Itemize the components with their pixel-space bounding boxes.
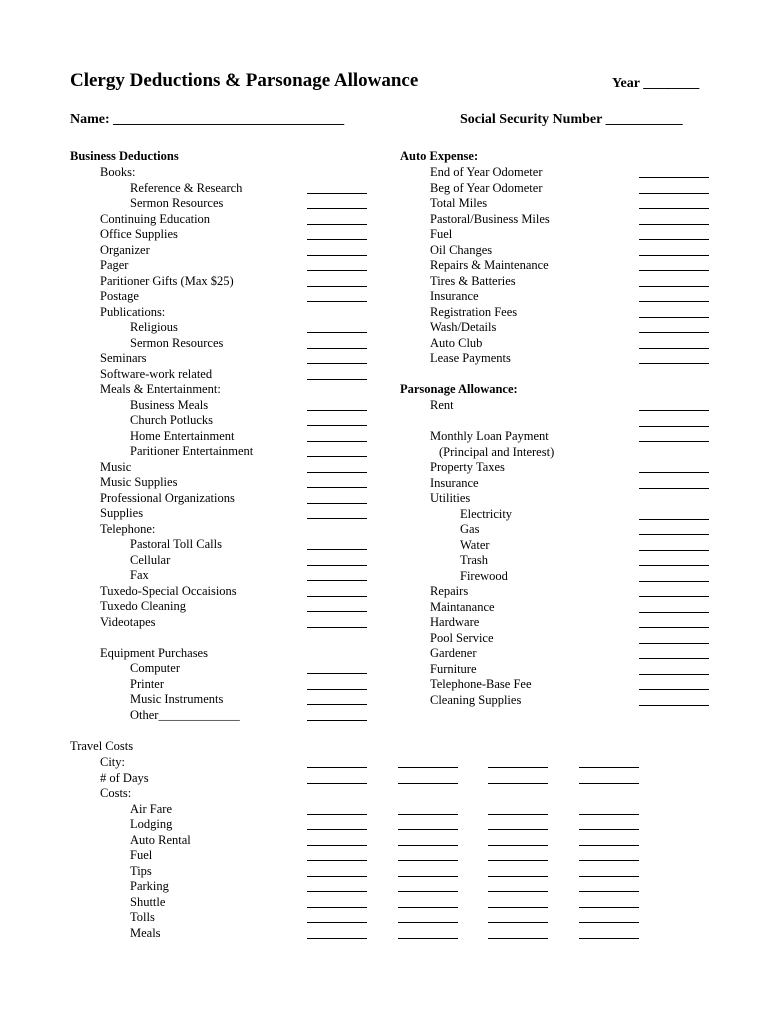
business-item-pager: Pager [100,258,129,272]
auto-item-fuel: Fuel [430,227,453,241]
year-field[interactable] [612,76,699,92]
travel-amount-blank[interactable] [398,845,458,846]
travel-amount-blank[interactable] [488,860,548,861]
auto-amount-blank[interactable] [639,177,709,178]
business-amount-blank[interactable] [307,565,367,566]
parsonage-amount-blank[interactable] [639,534,709,535]
business-item-videotapes: Videotapes [100,614,156,629]
travel-item-fuel: Fuel [130,848,153,862]
auto-item-beg-of-year-odometer: Beg of Year Odometer [430,180,543,195]
business-item-reference-research: Reference & Research [130,180,243,195]
travel-amount-blank[interactable] [398,860,458,861]
parsonage-amount-blank[interactable] [639,674,709,675]
business-item-paritioner-entertainment: Paritioner Entertainment [130,444,254,458]
travel-amount-blank[interactable] [398,829,458,830]
travel-amount-blank[interactable] [579,938,639,939]
travel-item-auto-rental: Auto Rental [130,832,191,847]
auto-amount-blank[interactable] [639,301,709,302]
auto-item-registration-fees: Registration Fees [430,304,518,319]
parsonage-item-firewood: Firewood [460,568,508,583]
business-item-religious: Religious [130,320,178,334]
parsonage-amount-blank[interactable] [639,519,709,520]
business-item-publications: Publications: [100,304,166,319]
parsonage-amount-blank[interactable] [639,627,709,628]
travel-amount-blank[interactable] [488,829,548,830]
travel-amount-blank[interactable] [307,814,367,815]
parsonage-amount-blank[interactable] [639,441,709,442]
business-item-seminars: Seminars [100,351,147,365]
parsonage-amount-blank[interactable] [639,658,709,659]
business-amount-blank[interactable] [307,363,367,364]
auto-item-wash-details: Wash/Details [430,320,497,334]
business-amount-blank[interactable] [307,224,367,225]
business-item-supplies: Supplies [100,506,144,520]
parsonage-allowance-heading: Parsonage Allowance: [400,382,518,396]
travel-amount-blank[interactable] [579,876,639,877]
parsonage-item-property-taxes: Property Taxes [430,460,505,474]
business-item-music-instruments: Music Instruments [130,692,224,706]
auto-amount-blank[interactable] [639,224,709,225]
auto-item-tires-batteries: Tires & Batteries [430,273,516,288]
parsonage-item-utilities: Utilities [430,491,471,505]
parsonage-amount-blank[interactable] [639,705,709,706]
ssn-field[interactable] [460,112,683,128]
travel-item-tolls: Tolls [130,910,155,924]
business-amount-blank[interactable] [307,208,367,209]
parsonage-amount-blank[interactable] [639,488,709,489]
parsonage-item-hardware: Hardware [430,615,480,629]
parsonage-amount-blank[interactable] [639,596,709,597]
travel-amount-blank[interactable] [488,845,548,846]
business-item-music: Music [100,459,132,474]
business-deductions-heading: Business Deductions [70,149,179,163]
travel-amount-blank[interactable] [307,922,367,923]
travel-item-meals: Meals [130,925,161,940]
travel-amount-blank[interactable] [398,876,458,877]
parsonage-item-repairs: Repairs [430,584,469,598]
parsonage-item-water: Water [460,537,490,552]
business-amount-blank[interactable] [307,704,367,705]
business-item-printer: Printer [130,676,165,691]
parsonage-item-telephone-base-fee: Telephone-Base Fee [430,677,532,691]
travel-item-shuttle: Shuttle [130,894,166,909]
auto-item-end-of-year-odometer: End of Year Odometer [430,165,543,179]
auto-item-auto-club: Auto Club [430,335,483,350]
travel-amount-blank[interactable] [398,907,458,908]
auto-amount-blank[interactable] [639,255,709,256]
parsonage-item-maintanance: Maintanance [430,599,495,614]
travel-amount-blank[interactable] [307,907,367,908]
travel-amount-blank[interactable] [307,767,367,768]
travel-amount-blank[interactable] [488,938,548,939]
auto-amount-blank[interactable] [639,286,709,287]
auto-amount-blank[interactable] [639,270,709,271]
travel-amount-blank[interactable] [579,767,639,768]
business-item-pastoral-toll-calls: Pastoral Toll Calls [130,537,222,551]
travel-amount-blank[interactable] [488,922,548,923]
travel-costs-heading: Travel Costs [70,739,134,753]
auto-amount-blank[interactable] [639,239,709,240]
business-amount-blank[interactable] [307,425,367,426]
business-item-other: Other_____________ [130,707,240,722]
travel-amount-blank[interactable] [579,783,639,784]
business-amount-blank[interactable] [307,410,367,411]
travel-amount-blank[interactable] [488,767,548,768]
ssn-blank[interactable]: ___________ [605,112,683,127]
business-amount-blank[interactable] [307,456,367,457]
business-amount-blank[interactable] [307,580,367,581]
parsonage-item-furniture: Furniture [430,661,477,676]
travel-item-costs: Costs: [100,786,132,800]
business-amount-blank[interactable] [307,472,367,473]
parsonage-item-gas: Gas [460,522,480,536]
business-amount-blank[interactable] [307,270,367,271]
business-amount-blank[interactable] [307,487,367,488]
business-amount-blank[interactable] [307,379,367,380]
business-amount-blank[interactable] [307,720,367,721]
business-item-sermon-resources: Sermon Resources [130,335,224,350]
travel-item-air-fare: Air Fare [130,801,172,816]
auto-item-total-miles: Total Miles [430,196,488,210]
parsonage-item-rent: Rent [430,398,454,412]
travel-amount-blank[interactable] [398,814,458,815]
travel-item-parking: Parking [130,879,169,893]
travel-amount-blank[interactable] [488,876,548,877]
travel-amount-blank[interactable] [307,891,367,892]
business-item-tuxedo-special-occaisions: Tuxedo-Special Occaisions [100,583,237,598]
year-blank[interactable]: ________ [643,76,700,91]
auto-amount-blank[interactable] [639,348,709,349]
travel-item-lodging: Lodging [130,817,173,831]
auto-item-pastoral-business-miles: Pastoral/Business Miles [430,211,550,226]
business-item-office-supplies: Office Supplies [100,227,178,241]
business-item-telephone: Telephone: [100,521,156,536]
ssn-label: Social Security Number [460,112,603,127]
business-item-organizer: Organizer [100,242,150,257]
auto-amount-blank[interactable] [639,332,709,333]
travel-amount-blank[interactable] [307,876,367,877]
auto-amount-blank[interactable] [639,317,709,318]
name-blank[interactable]: _________________________________ [113,112,345,127]
business-amount-blank[interactable] [307,348,367,349]
name-field[interactable] [70,112,344,128]
business-item-business-meals: Business Meals [130,397,209,412]
parsonage-amount-blank[interactable] [639,565,709,566]
travel-amount-blank[interactable] [579,860,639,861]
business-item-meals-entertainment: Meals & Entertainment: [100,382,221,396]
travel-amount-blank[interactable] [579,891,639,892]
business-item-fax: Fax [130,568,149,582]
business-item-equipment-purchases: Equipment Purchases [100,645,208,660]
auto-amount-blank[interactable] [639,193,709,194]
travel-amount-blank[interactable] [579,922,639,923]
parsonage-item-insurance: Insurance [430,475,479,490]
business-item-music-supplies: Music Supplies [100,475,178,489]
business-amount-blank[interactable] [307,549,367,550]
travel-item-of-days: # of Days [100,770,149,785]
travel-amount-blank[interactable] [307,845,367,846]
auto-expense-heading: Auto Expense: [400,149,479,163]
travel-amount-blank[interactable] [307,938,367,939]
auto-item-insurance: Insurance [430,289,479,303]
travel-amount-blank[interactable] [488,783,548,784]
travel-amount-blank[interactable] [488,907,548,908]
business-amount-blank[interactable] [307,627,367,628]
parsonage-amount-blank[interactable] [639,612,709,613]
business-amount-blank[interactable] [307,239,367,240]
business-amount-blank[interactable] [307,441,367,442]
business-amount-blank[interactable] [307,193,367,194]
parsonage-item-pool-service: Pool Service [430,630,494,645]
business-item-sermon-resources: Sermon Resources [130,196,224,210]
business-item-professional-organizations: Professional Organizations [100,490,235,505]
business-item-postage: Postage [100,289,139,303]
parsonage-amount-blank[interactable] [639,426,709,427]
parsonage-amount-blank[interactable] [639,472,709,473]
business-item-software-work-related: Software-work related [100,366,213,381]
business-amount-blank[interactable] [307,673,367,674]
business-item-tuxedo-cleaning: Tuxedo Cleaning [100,599,186,613]
business-item-continuing-education: Continuing Education [100,211,211,226]
business-item-home-entertainment: Home Entertainment [130,428,235,443]
page-title: Clergy Deductions & Parsonage Allowance [70,70,419,91]
parsonage-item-principal-and-interest: (Principal and Interest) [439,444,555,459]
parsonage-amount-blank[interactable] [639,581,709,582]
travel-amount-blank[interactable] [398,938,458,939]
business-amount-blank[interactable] [307,503,367,504]
auto-item-lease-payments: Lease Payments [430,351,511,365]
parsonage-amount-blank[interactable] [639,689,709,690]
travel-item-tips: Tips [130,863,152,878]
travel-amount-blank[interactable] [398,891,458,892]
parsonage-amount-blank[interactable] [639,550,709,551]
year-label: Year [612,76,640,91]
business-item-church-potlucks: Church Potlucks [130,413,213,427]
business-amount-blank[interactable] [307,332,367,333]
travel-amount-blank[interactable] [488,814,548,815]
auto-item-repairs-maintenance: Repairs & Maintenance [430,258,549,272]
business-item-computer: Computer [130,661,180,675]
parsonage-item-cleaning-supplies: Cleaning Supplies [430,692,522,707]
business-amount-blank[interactable] [307,301,367,302]
parsonage-amount-blank[interactable] [639,410,709,411]
travel-amount-blank[interactable] [307,860,367,861]
business-item-cellular: Cellular [130,552,171,567]
auto-item-oil-changes: Oil Changes [430,242,493,257]
parsonage-item-trash: Trash [460,553,489,567]
business-item-books: Books: [100,165,136,179]
parsonage-amount-blank[interactable] [639,643,709,644]
travel-amount-blank[interactable] [579,907,639,908]
travel-amount-blank[interactable] [488,891,548,892]
parsonage-item-gardener: Gardener [430,646,477,660]
travel-item-city: City: [100,755,126,769]
business-amount-blank[interactable] [307,255,367,256]
auto-amount-blank[interactable] [639,208,709,209]
travel-amount-blank[interactable] [398,767,458,768]
auto-amount-blank[interactable] [639,363,709,364]
travel-amount-blank[interactable] [307,783,367,784]
business-amount-blank[interactable] [307,518,367,519]
travel-amount-blank[interactable] [579,829,639,830]
business-amount-blank[interactable] [307,689,367,690]
business-amount-blank[interactable] [307,611,367,612]
business-amount-blank[interactable] [307,596,367,597]
parsonage-item-electricity: Electricity [460,506,513,521]
name-label: Name: [70,112,110,127]
travel-amount-blank[interactable] [579,814,639,815]
travel-amount-blank[interactable] [579,845,639,846]
business-item-paritioner-gifts-max-25: Paritioner Gifts (Max $25) [100,273,234,288]
travel-amount-blank[interactable] [307,829,367,830]
travel-amount-blank[interactable] [398,922,458,923]
parsonage-item-monthly-loan-payment: Monthly Loan Payment [430,429,549,443]
business-amount-blank[interactable] [307,286,367,287]
travel-amount-blank[interactable] [398,783,458,784]
